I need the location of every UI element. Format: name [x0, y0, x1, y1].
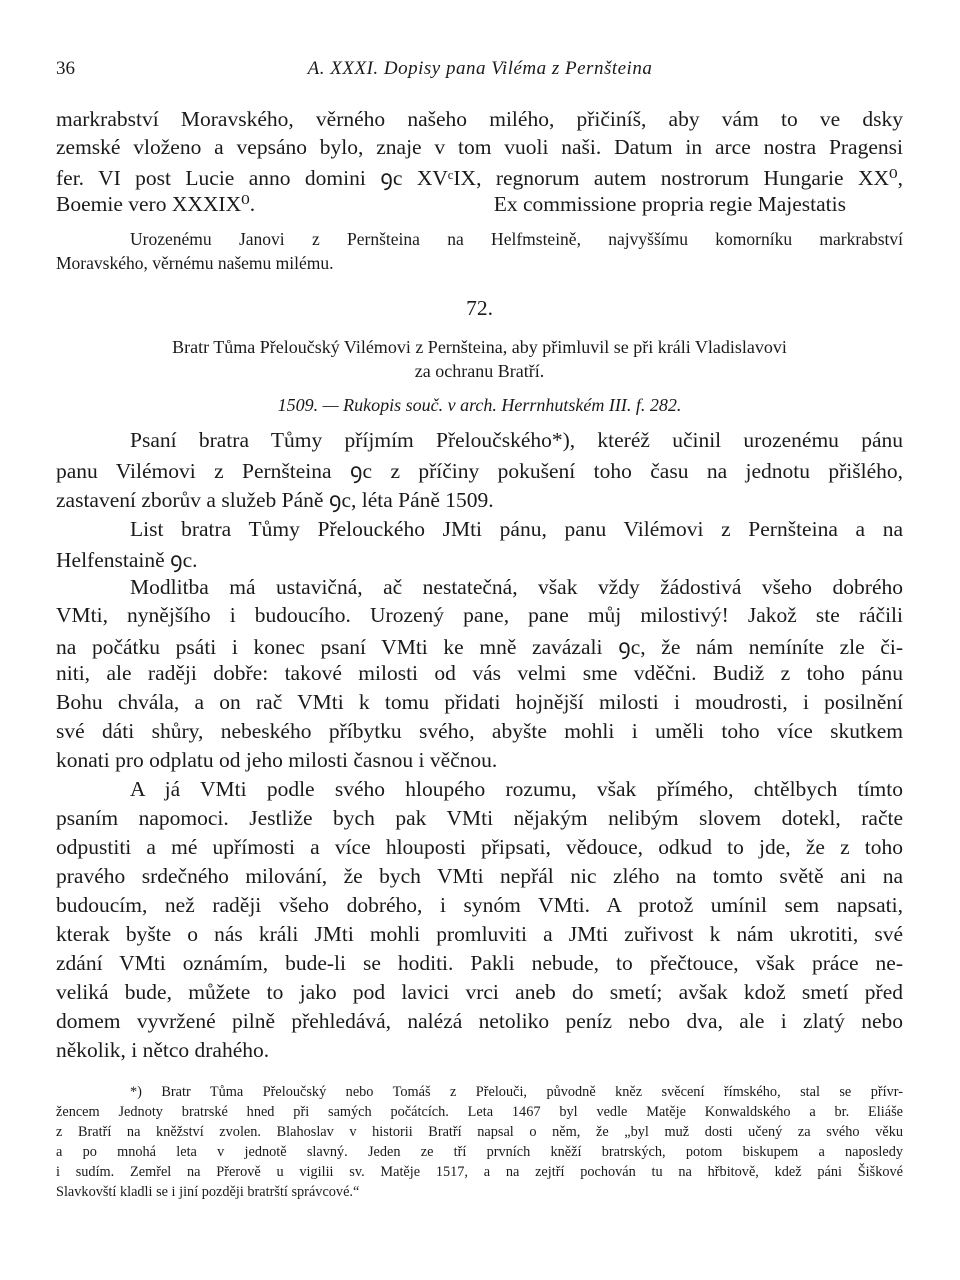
body-line: budoucím, než raději všeho dobrého, i synóm VMti. A protož umínil sem napsati,	[56, 893, 903, 917]
footnote-line: i sudím. Zemřel na Přerově u vigilii sv. Matěje 1517, a na zejtří pochován tu na hřbitově, kdež páni Šiškové	[56, 1164, 903, 1180]
footnote-line: z Bratří na kněžství zvolen. Blahoslav v historii Bratří napsal o něm, že „byl muž dosti učený za svého věku	[56, 1124, 903, 1140]
commission-note: Ex commissione propria regie Majestatis	[493, 192, 846, 216]
body-line: zdání VMti oznámím, bude-li se hoditi. Pakli nebude, to přečtouce, však práce ne-	[56, 951, 903, 975]
body-line: své dáti shůry, nebeského příbytku svého, abyšte mohli i uměli toho více skutkem	[56, 719, 903, 743]
body-line: na počátku psáti i konec psaní VMti ke mně zavázali ꝯc, že nám nemíníte zle či-	[56, 635, 903, 659]
intro-line: fer. VI post Lucie anno domini ꝯc XVᶜIX, regnorum autem nostrorum Hungarie XX⁰,	[56, 166, 903, 190]
address-line: Urozenému Janovi z Pernšteina na Helfmsteině, najvyššímu komorníku markrabství	[130, 229, 903, 249]
body-line: List bratra Tůmy Přelouckého JMti pánu, panu Vilémovi z Pernšteina a na	[130, 517, 903, 541]
body-line: Psaní bratra Tůmy příjmím Přeloučského*), kteréž učinil urozenému pánu	[130, 428, 903, 452]
body-line: Modlitba má ustavičná, ač nestatečná, však vždy žádostivá všeho dobrého	[130, 575, 903, 599]
footnote-line: *) Bratr Tůma Přeloučský nebo Tomáš z Přelouči, původně kněz svěcení římského, stal se přívr-	[130, 1084, 903, 1100]
body-line: odpustiti a mé upřímosti a více hlouposti připsati, vědouce, odkud to jde, že z toho	[56, 835, 903, 859]
body-line: VMti, nynějšího i budoucího. Urozený pane, pane můj milostivý! Jakož ste ráčili	[56, 603, 903, 627]
letter-summary: za ochranu Bratří.	[414, 361, 545, 381]
body-line: pravého srdečného milování, že bych VMti nepřál nic zlého na tomto světě ani na	[56, 864, 903, 888]
intro-last-left: Boemie vero XXXIX⁰.	[56, 192, 256, 216]
running-header	[0, 58, 960, 84]
page-number: 36	[56, 58, 75, 79]
body-line: několik, i nětco drahého.	[56, 1038, 270, 1062]
footnote-line: žencem Jednoty bratrské hned při samých počátcích. Leta 1467 byl vedle Matěje Konwaldského a br. Eliáše	[56, 1104, 903, 1120]
body-line: konati pro odplatu od jeho milosti časnou i věčnou.	[56, 748, 498, 772]
letter-number: 72.	[466, 296, 493, 320]
body-line: panu Vilémovi z Pernšteina ꝯc z příčiny pokušení toho času na jednotu přišlého,	[56, 459, 903, 483]
intro-last-line	[56, 192, 903, 217]
body-line: domem vyvržené pilně přehledává, nalézá netoliko peníz nebo dva, ale i zlatý nebo	[56, 1009, 903, 1033]
intro-line: zemské vloženo a vepsáno bylo, znaje v tom vuoli naši. Datum in arce nostra Pragensi	[56, 135, 903, 159]
running-title: A. XXXI. Dopisy pana Viléma z Pernšteina	[307, 58, 653, 79]
address-line: Moravského, věrnému našemu milému.	[56, 253, 334, 273]
body-line: Helfenstaině ꝯc.	[56, 548, 198, 572]
footnote-line: Slavkovští kladli se i jiní později bratrští správcové.“	[56, 1184, 360, 1200]
body-line: A já VMti podle svého hloupého rozumu, však přímého, chtělbych tímto	[130, 777, 903, 801]
intro-line: markrabství Moravského, věrného našeho milého, přičiníš, aby vám to ve dsky	[56, 107, 903, 131]
source-line: 1509. — Rukopis souč. v arch. Herrnhutském III. f. 282.	[277, 395, 682, 415]
body-line: niti, ale raději dobře: takové milosti od vás velmi sme vděčni. Budiž z toho pánu	[56, 661, 903, 685]
body-line: veliká bude, můžete to jako pod lavici vrci aneb do smetí; avšak kdož smetí před	[56, 980, 903, 1004]
body-line: kterak byšte o nás králi JMti mohli promluviti a JMti zuřivost k nám ukrotiti, své	[56, 922, 903, 946]
body-line: Bohu chvála, a on rač VMti k tomu přidati hojnější milosti i moudrosti, i posilnění	[56, 690, 903, 714]
body-line: psaním napomoci. Jestliže bych pak VMti nějakým nelibým slovem dotekl, račte	[56, 806, 903, 830]
body-line: zastavení zborův a služeb Páně ꝯc, léta Páně 1509.	[56, 488, 494, 512]
footnote-line: a po mnohá leta v jednotě slavný. Jeden ze tří prvních kněží bratrských, potom biskupem a naposledy	[56, 1144, 903, 1160]
letter-summary: Bratr Tůma Přeloučský Vilémovi z Pernšteina, aby přimluvil se při králi Vladislavovi	[172, 337, 787, 357]
